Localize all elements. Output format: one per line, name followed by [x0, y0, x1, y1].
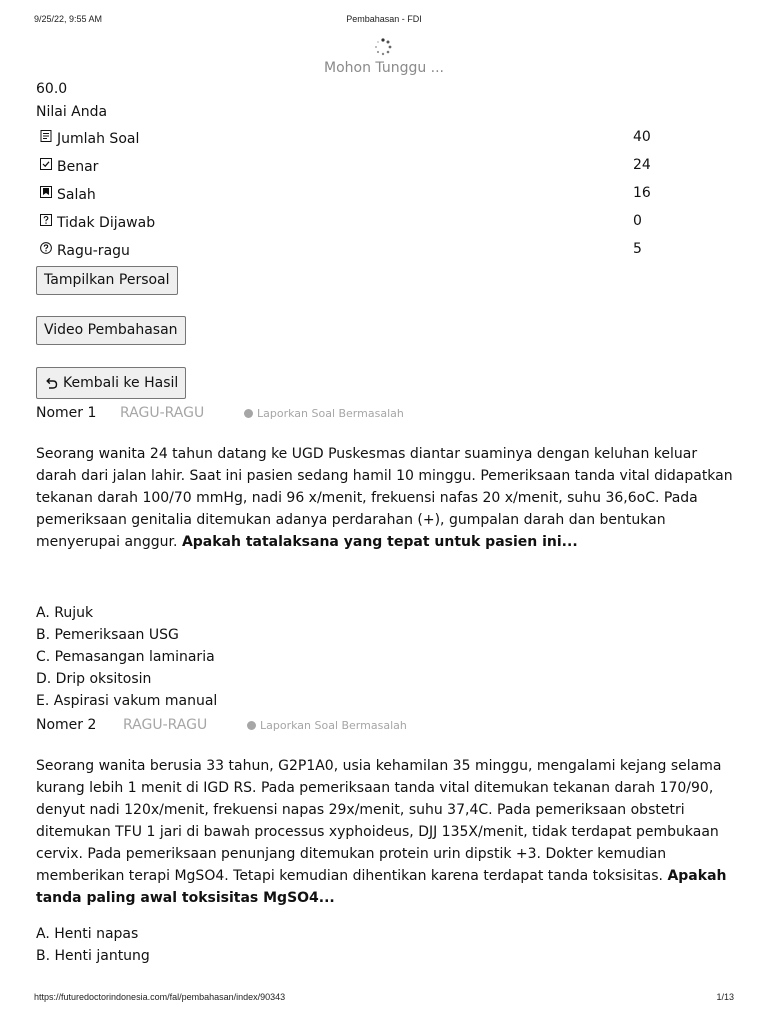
- back-to-result-label: Kembali ke Hasil: [63, 375, 179, 391]
- question-text: Seorang wanita berusia 33 tahun, G2P1A0, usia kehamilan 35 minggu, mengalami kejang selama kurang lebih 1 menit di IGD RS. Pada pemeriksaan tanda vital ditemukan tekanan darah 170/90, denyut nadi 120x/menit, frekuensi napas 29x/menit, suhu 37,4C. Pada pemeriksaan obstetri ditemukan TFU 1 jari di bawah processus xyphoideus, DJJ 135X/menit, tidak terdapat pembukaan cervix. Pada pemeriksaan penunjang ditemukan protein urin dipstik +3. Dokter kemudian memberikan terapi MgSO4. Tetapi kemudian dihentikan karena terdapat tanda toksisitas.: [36, 758, 722, 884]
- question-number: Nomer 1: [36, 405, 97, 421]
- stat-value: 5: [633, 241, 642, 257]
- report-question-link[interactable]: [247, 719, 407, 732]
- stat-label: Tidak Dijawab: [57, 215, 156, 231]
- score-label: Nilai Anda: [36, 104, 108, 120]
- stat-value: 24: [633, 157, 651, 173]
- question-header: [36, 717, 736, 737]
- print-url: https://futuredoctorindonesia.com/fal/pembahasan/index/90343: [34, 992, 286, 1002]
- stat-label: Jumlah Soal: [57, 131, 140, 147]
- stat-row-benar: [36, 152, 736, 180]
- question-body: [36, 755, 736, 909]
- stat-label: Benar: [57, 159, 99, 175]
- result-stats: [36, 124, 736, 264]
- question-circle-icon: [40, 242, 52, 254]
- question-prompt: Apakah tanda paling awal toksisitas MgSO4...: [36, 868, 727, 906]
- print-datetime: 9/25/22, 9:55 AM: [34, 14, 103, 24]
- answer-options: [36, 923, 736, 967]
- report-question-label: Laporkan Soal Bermasalah: [257, 407, 404, 420]
- stat-label: Ragu-ragu: [57, 243, 130, 259]
- undo-arrow-icon: [44, 376, 58, 390]
- list-icon: [40, 130, 52, 142]
- stat-row-jumlah-soal: [36, 124, 736, 152]
- question-body: [36, 443, 736, 553]
- option-a: A. Rujuk: [36, 605, 94, 621]
- report-question-link[interactable]: [244, 407, 404, 420]
- option-e: E. Aspirasi vakum manual: [36, 693, 218, 709]
- stat-value: 16: [633, 185, 651, 201]
- option-b: B. Pemeriksaan USG: [36, 627, 179, 643]
- doubt-status-badge: RAGU-RAGU: [120, 405, 205, 421]
- question-text: Seorang wanita 24 tahun datang ke UGD Puskesmas diantar suaminya dengan keluhan keluar darah dari jalan lahir. Saat ini pasien sedang hamil 10 minggu. Pemeriksaan tanda vital didapatkan tekanan darah 100/70 mmHg, nadi 96 x/menit, frekuensi nafas 20 x/menit, suhu 36,6oC. Pada pemeriksaan genitalia ditemukan adanya perdarahan (+), gumpalan darah dan bentukan menyerupai anggur.: [36, 446, 733, 550]
- info-icon: [244, 409, 253, 418]
- option-c: C. Pemasangan laminaria: [36, 649, 215, 665]
- option-a: A. Henti napas: [36, 926, 139, 942]
- check-square-icon: [40, 158, 52, 170]
- answer-options: [36, 602, 736, 712]
- stat-value: 0: [633, 213, 642, 229]
- question-square-icon: [40, 214, 52, 226]
- stat-value: 40: [633, 129, 651, 145]
- stat-row-tidak-dijawab: [36, 208, 736, 236]
- loading-text: Mohon Tunggu ...: [323, 60, 445, 76]
- question-number: Nomer 2: [36, 717, 97, 733]
- report-question-label: Laporkan Soal Bermasalah: [260, 719, 407, 732]
- question-header: [36, 405, 736, 425]
- print-page-number: 1/13: [716, 992, 734, 1002]
- info-icon: [247, 721, 256, 730]
- score-value: 60.0: [36, 81, 68, 97]
- back-to-result-button[interactable]: [36, 367, 186, 399]
- stat-row-salah: [36, 180, 736, 208]
- stat-label: Salah: [57, 187, 96, 203]
- question-prompt: Apakah tatalaksana yang tepat untuk pasien ini...: [181, 534, 578, 550]
- stat-row-ragu-ragu: [36, 236, 736, 264]
- loading-spinner-icon: [374, 38, 392, 56]
- bookmark-square-icon: [40, 186, 52, 198]
- doubt-status-badge: RAGU-RAGU: [123, 717, 208, 733]
- video-explanation-button[interactable]: Video Pembahasan: [36, 316, 186, 345]
- show-per-question-button[interactable]: Tampilkan Persoal: [36, 266, 178, 295]
- option-d: D. Drip oksitosin: [36, 671, 152, 687]
- option-b: B. Henti jantung: [36, 948, 150, 964]
- print-title: Pembahasan - FDI: [346, 14, 422, 24]
